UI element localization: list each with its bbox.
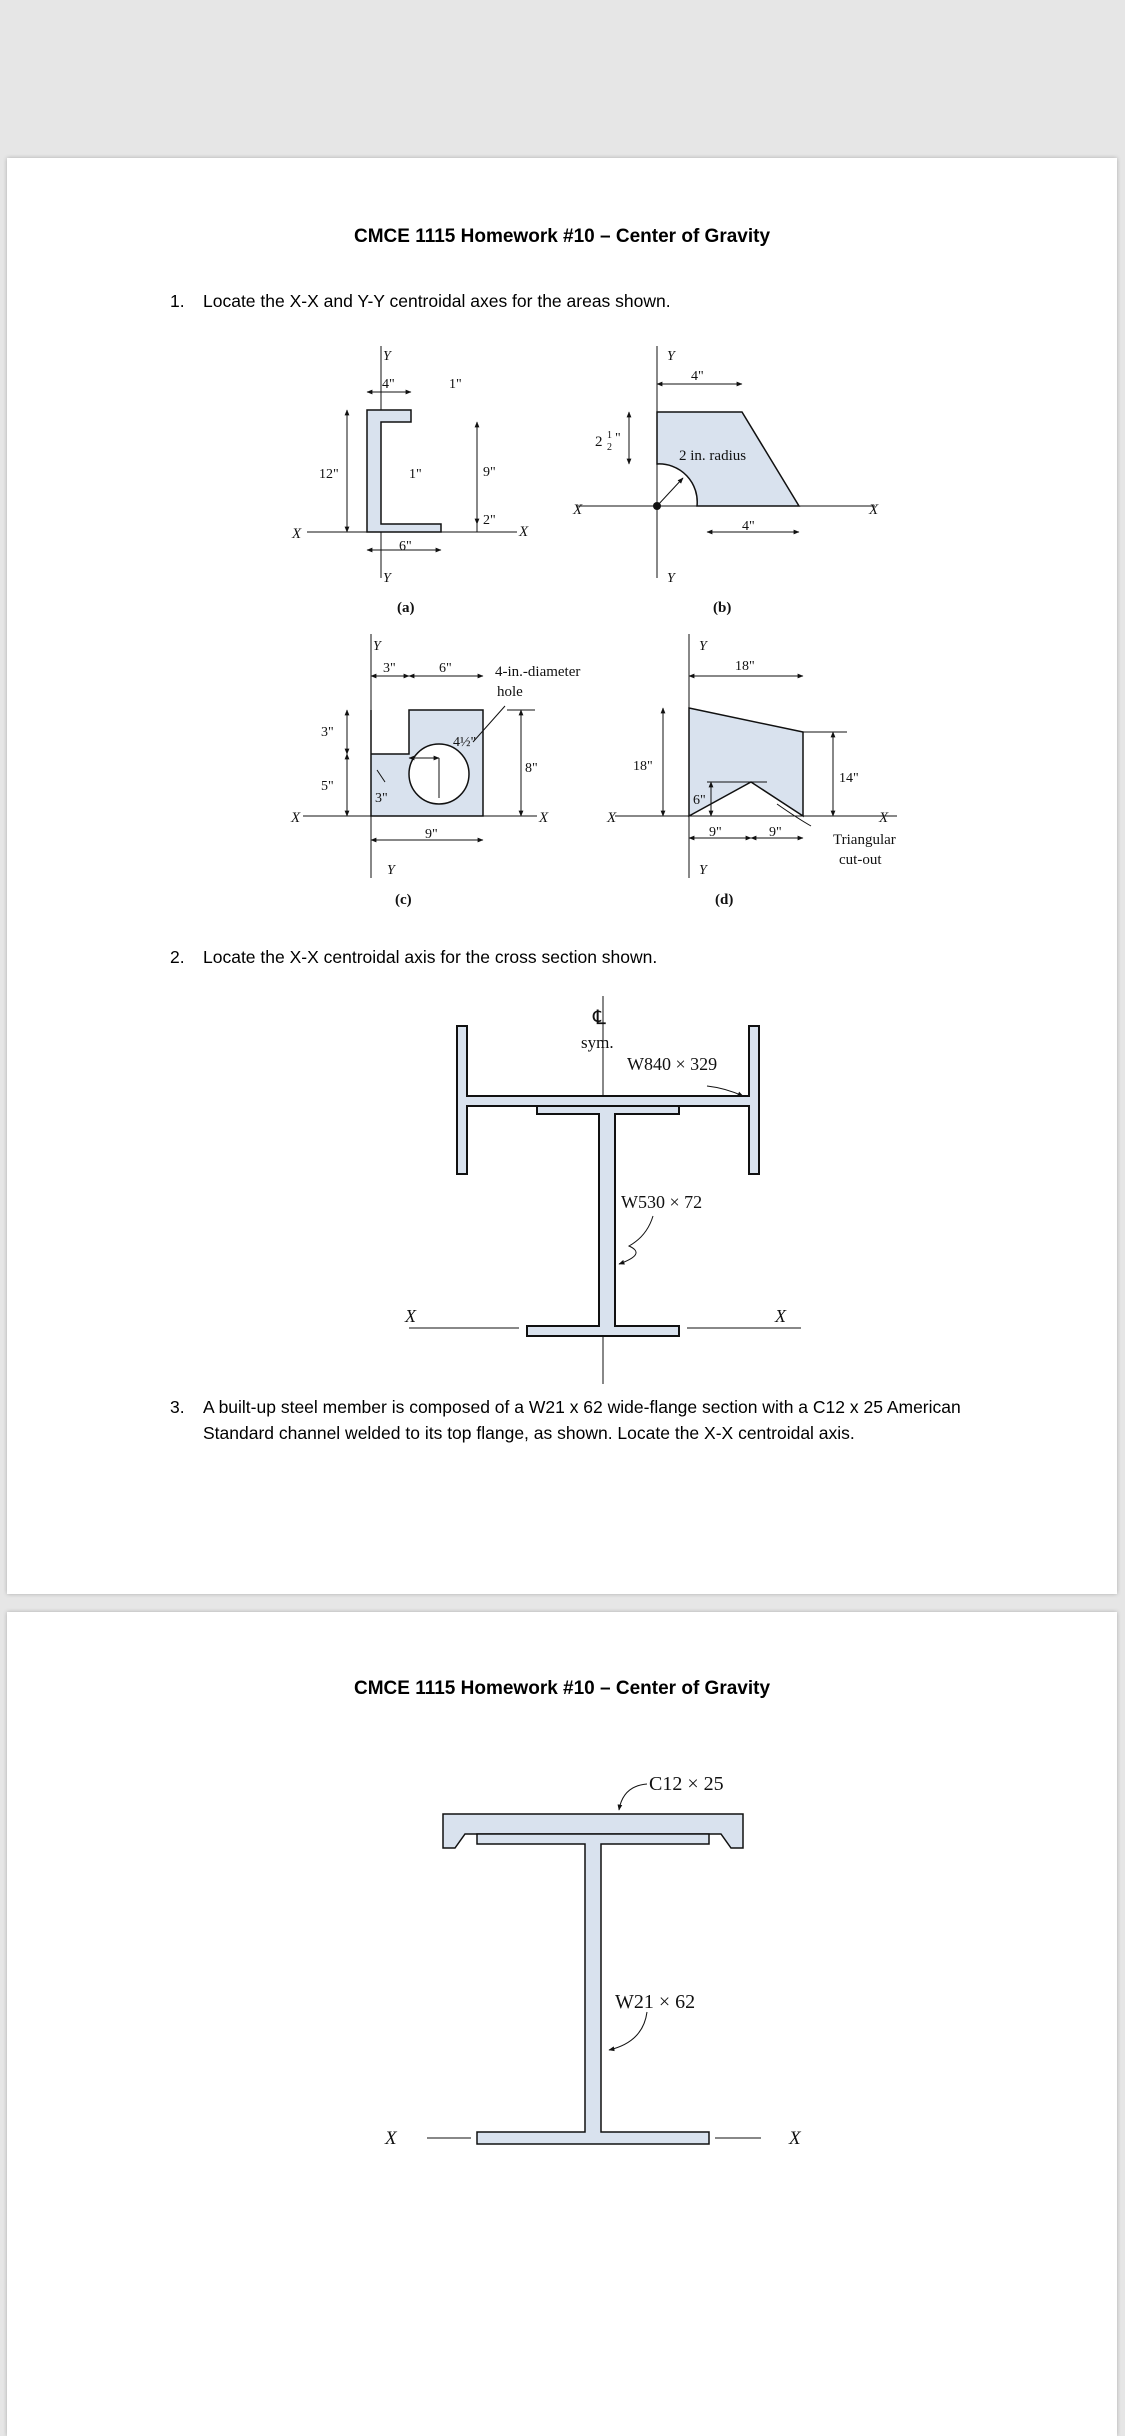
dimension-label: 1 [607, 430, 612, 441]
figure-a [291, 346, 529, 616]
question-number: 1. [170, 291, 185, 311]
axis-label: Y [699, 639, 707, 654]
page-title: CMCE 1115 Homework #10 – Center of Gravity [353, 226, 771, 247]
dimension-label: " [615, 431, 621, 446]
dimension-label: 4-in.-diameter [495, 664, 581, 680]
figure-q2 [404, 996, 801, 1384]
dimension-label: 4½" [453, 735, 477, 750]
channel-shape-a [367, 410, 441, 532]
document-page-1 [7, 158, 1117, 1594]
annotation-label: cut-out [839, 852, 882, 868]
dimension-label: 4" [742, 519, 755, 534]
dimension-label: 2 [595, 434, 603, 450]
dimension-label: 1" [449, 377, 462, 392]
axis-label: X [879, 810, 889, 826]
dimension-label: 9" [425, 827, 438, 842]
axis-label: Y [383, 349, 391, 364]
axis-label: X [292, 526, 302, 542]
page-title: CMCE 1115 Homework #10 – Center of Gravity [353, 1678, 771, 1699]
question-number: 3. [170, 1397, 185, 1417]
dimension-label: 14" [839, 771, 859, 786]
dimension-label: 4" [691, 369, 704, 384]
dimension-label: 4" [382, 377, 395, 392]
section-label: W840 × 329 [627, 1054, 718, 1074]
dimension-label: 2 [607, 442, 612, 453]
dimension-label: 3" [375, 791, 388, 806]
question-number: 2. [170, 947, 185, 967]
axis-label: X [539, 810, 549, 826]
w21-beam [477, 1834, 709, 2144]
axis-label: X [405, 1306, 416, 1326]
figure-d [606, 634, 897, 908]
dimension-label: 9" [483, 465, 496, 480]
dimension-label: 12" [319, 467, 339, 482]
dimension-label: 5" [321, 779, 334, 794]
dimension-label: 8" [525, 761, 538, 776]
question-text: Locate the X-X and Y-Y centroidal axes for the areas shown. [203, 291, 671, 311]
centerline-symbol: ℄ [593, 1007, 606, 1029]
dimension-label: 9" [769, 825, 782, 840]
question-text: Locate the X-X centroidal axis for the cross section shown. [203, 947, 658, 967]
figures-page-1 [7, 158, 1117, 1594]
dimension-label: 9" [709, 825, 722, 840]
figure-c [290, 634, 580, 908]
axis-label: X [573, 502, 583, 518]
axis-label: X [789, 2128, 801, 2149]
dimension-label: 6" [693, 793, 706, 808]
dimension-label: 18" [633, 759, 653, 774]
trapezoid-with-cutout-d [689, 708, 803, 816]
axis-label: Y [383, 571, 391, 586]
axis-label: X [607, 810, 617, 826]
axis-label: X [385, 2128, 397, 2149]
axis-label: Y [667, 571, 675, 586]
dimension-label: 1" [409, 467, 422, 482]
dimension-label: 6" [439, 661, 452, 676]
figure-label: (a) [397, 600, 415, 616]
axis-label: Y [699, 863, 707, 878]
axis-label: X [519, 524, 529, 540]
figure-label: (b) [713, 600, 732, 616]
dimension-label: 2 in. radius [679, 448, 747, 464]
dimension-label: hole [497, 684, 523, 700]
axis-label: Y [373, 639, 381, 654]
section-label: W21 × 62 [615, 1991, 696, 2013]
dimension-label: 2" [483, 513, 496, 528]
dimension-label: 6" [399, 539, 412, 554]
section-label: W530 × 72 [621, 1192, 703, 1212]
annotation-label: Triangular [833, 832, 896, 848]
axis-label: X [869, 502, 879, 518]
dimension-label: 18" [735, 659, 755, 674]
figure-b [572, 346, 879, 616]
figure-q3 [7, 1612, 1117, 2436]
axis-label: X [775, 1306, 786, 1326]
axis-label: X [291, 810, 301, 826]
axis-label: Y [667, 349, 675, 364]
figure-label: (d) [715, 892, 734, 908]
w530-section [527, 1106, 679, 1336]
axis-label: Y [387, 863, 395, 878]
figure-label: (c) [395, 892, 412, 908]
dimension-label: 3" [383, 661, 396, 676]
dimension-label: 3" [321, 725, 334, 740]
section-label: C12 × 25 [649, 1773, 724, 1795]
document-page-2 [7, 1612, 1117, 2436]
symmetry-label: sym. [581, 1033, 614, 1052]
question-text: A built-up steel member is composed of a W21 x 62 wide-flange section with a C12 x 25 American Standard channel welded to its top flange, as shown. Locate the X-X centroidal axis. [203, 1397, 961, 1443]
